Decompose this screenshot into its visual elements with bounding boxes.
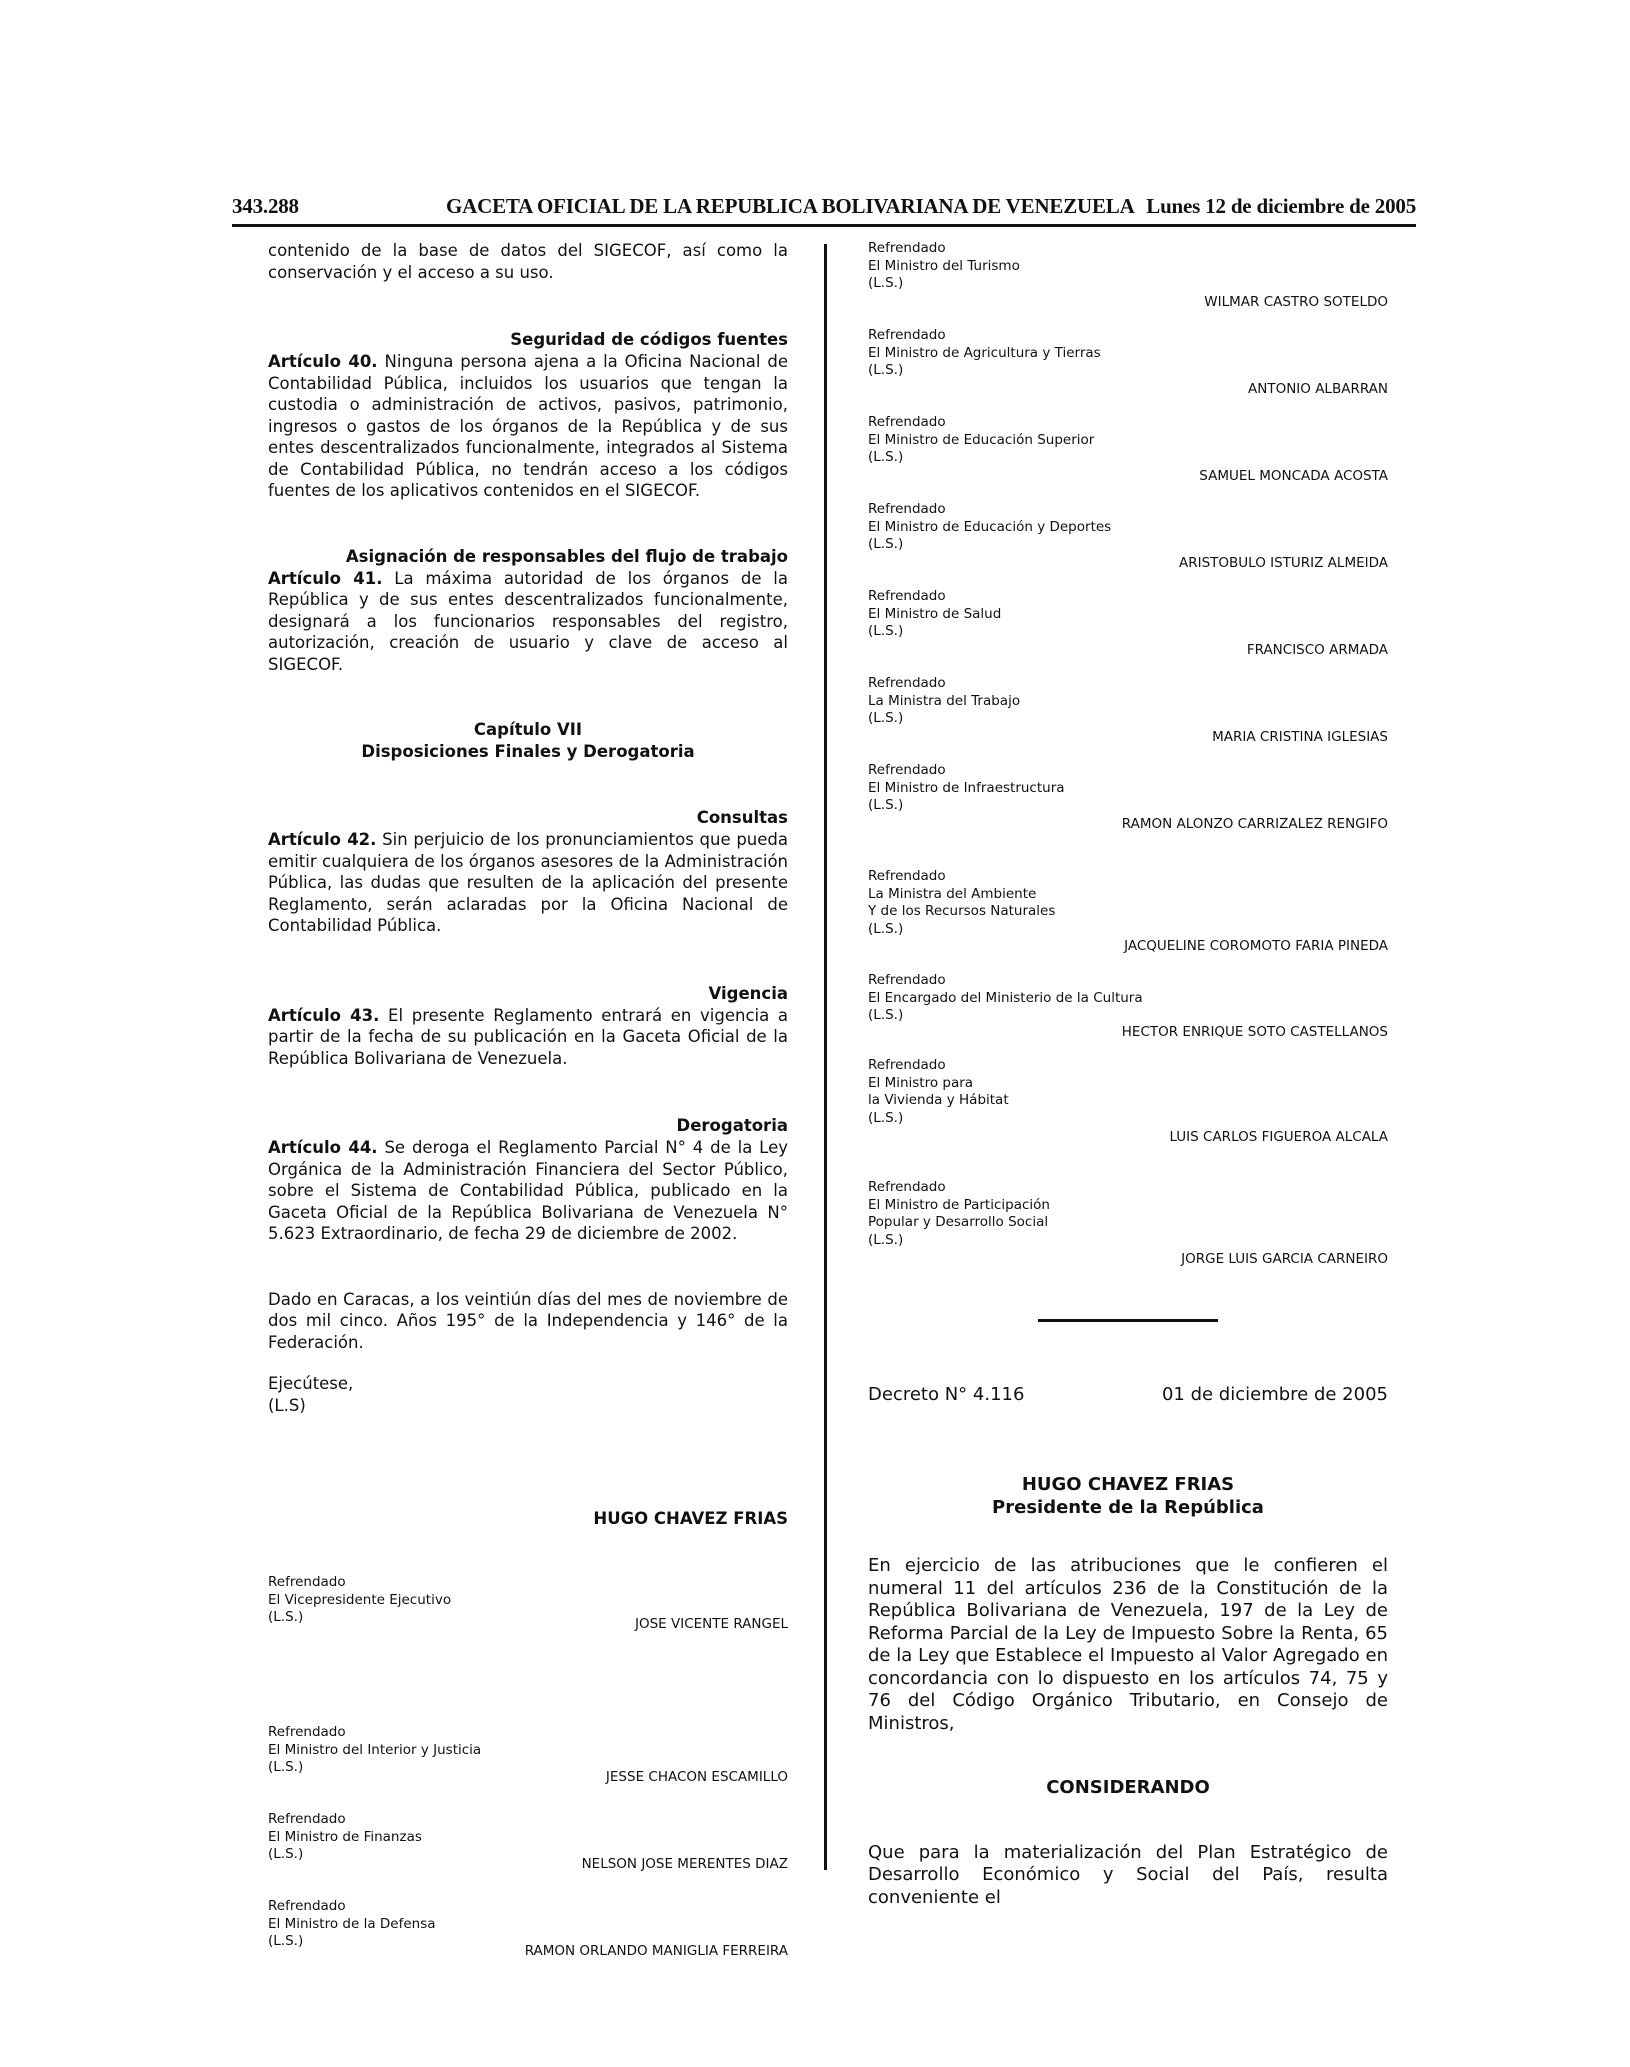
chapter-subtitle: Disposiciones Finales y Derogatoria (361, 742, 695, 761)
refrendo-line: El Ministro de Agricultura y Tierras (868, 344, 1101, 361)
minister-name: RAMON ORLANDO MANIGLIA FERREIRA (524, 1943, 788, 1959)
minister-name: WILMAR CASTRO SOTELDO (1204, 294, 1388, 310)
considerando-heading: CONSIDERANDO (1046, 1777, 1210, 1798)
minister-name: ARISTOBULO ISTURIZ ALMEIDA (1178, 555, 1388, 571)
refrendo-block (868, 327, 1388, 414)
refrendo-line: El Ministro de Educación Superior (868, 431, 1095, 448)
refrendo-line: Refrendado (268, 1724, 346, 1740)
refrendo-line: Refrendado (868, 1057, 946, 1073)
minister-name: JORGE LUIS GARCIA CARNEIRO (1181, 1251, 1388, 1267)
refrendo-line: (L.S.) (868, 920, 904, 937)
refrendo-line: (L.S.) (268, 1609, 304, 1625)
refrendo-line: El Ministro para (868, 1074, 974, 1091)
minister-name: RAMON ALONZO CARRIZALEZ RENGIFO (1121, 816, 1388, 832)
refrendo-line: Refrendado (868, 588, 946, 604)
minister-name: LUIS CARLOS FIGUEROA ALCALA (1169, 1129, 1388, 1145)
refrendo-line: Refrendado (268, 1811, 346, 1827)
refrendo-line: Refrendado (868, 762, 946, 778)
art40-paragraph (268, 351, 788, 502)
refrendo-line: Popular y Desarrollo Social (868, 1214, 1049, 1230)
refrendo-line: Refrendado (268, 1898, 346, 1914)
refrendo-line: Refrendado (868, 868, 946, 884)
art43-paragraph (268, 1005, 788, 1070)
art42-text: Sin perjuicio de los pronunciamientos que pueda emitir cualquiera de los órganos asesores de la Administración Pública, las dudas que resulten de la aplicación del presente Reglamento, serán aclaradas por la Oficina Nacional de Contabilidad Pública. (268, 830, 788, 935)
refrendo-block (268, 1574, 788, 1724)
refrendo-block (868, 240, 1388, 327)
considerando-paragraph: Que para la materialización del Plan Estratégico de Desarrollo Económico y Social del País, resulta conveniente el (868, 1841, 1388, 1908)
art42-heading: Consultas (696, 808, 788, 827)
art44-label: Artículo 44. (268, 1138, 378, 1157)
minister-name: ANTONIO ALBARRAN (1247, 381, 1388, 397)
refrendo-line: El Encargado del Ministerio de la Cultura (868, 989, 1143, 1006)
art41-heading: Asignación de responsables del flujo de trabajo (345, 546, 788, 566)
refrendo-line: (L.S.) (868, 710, 904, 726)
minister-name: FRANCISCO ARMADA (1246, 642, 1388, 658)
refrendo-block (868, 501, 1388, 588)
closing-paragraph: Dado en Caracas, a los veintiún días del mes de noviembre de dos mil cinco. Años 195° de la Independencia y 146° de la Federación. (268, 1289, 788, 1352)
art44-heading: Derogatoria (676, 1116, 788, 1135)
art44-text: Se deroga el Reglamento Parcial N° 4 de la Ley Orgánica de la Administración Financiera del Sector Público, sobre el Sistema de Contabilidad Pública, publicado en la Gaceta Oficial de la República Bolivariana de Venezuela N° 5.623 Extraordinario, de fecha 29 de diciembre de 2002. (268, 1138, 788, 1243)
refrendo-line: (L.S.) (268, 1933, 304, 1949)
refrendo-line: (L.S.) (868, 797, 904, 813)
refrendo-block (268, 1724, 788, 1811)
decree-date: 01 de diciembre de 2005 (1161, 1384, 1388, 1405)
issue-date: Lunes 12 de diciembre de 2005 (1146, 194, 1416, 218)
art41-paragraph (268, 568, 788, 676)
refrendo-block (868, 414, 1388, 501)
art41-label: Artículo 41. (268, 568, 383, 588)
art44-paragraph (268, 1137, 788, 1245)
president-signature: HUGO CHAVEZ FRIAS (593, 1509, 788, 1528)
refrendo-line: Refrendado (268, 1574, 346, 1590)
refrendo-line: (L.S.) (268, 1759, 304, 1775)
ls-seal-text: (L.S) (268, 1395, 306, 1415)
refrendo-line: (L.S.) (868, 275, 904, 291)
refrendo-block (268, 1898, 788, 1958)
refrendo-line: (L.S.) (868, 362, 904, 378)
art40-label: Artículo 40. (268, 352, 378, 371)
minister-name: NELSON JOSE MERENTES DIAZ (581, 1856, 788, 1872)
refrendo-line: Refrendado (868, 972, 946, 988)
refrendo-block (868, 675, 1388, 762)
refrendo-line: Refrendado (868, 240, 946, 256)
art40-text: Ninguna persona ajena a la Oficina Nacional de Contabilidad Pública, incluidos los usuarios que tengan la custodia o administración de activos, pasivos, patrimonio, ingresos o gastos de los órganos de la República y de sus entes descentralizados funcionalmente, integrados al Sistema de Contabilidad Pública, no tendrán acceso a los códigos fuentes de los aplicativos contenidos en el SIGECOF. (268, 352, 788, 500)
decree-number: Decreto N° 4.116 (868, 1384, 1025, 1405)
gazette-title: GACETA OFICIAL DE LA REPUBLICA BOLIVARIANA DE VENEZUELA (446, 194, 1135, 218)
refrendo-line: (L.S.) (268, 1846, 304, 1862)
intro-paragraph: contenido de la base de datos del SIGECOF, así como la conservación y el acceso a su uso. (268, 241, 788, 282)
refrendo-line: Refrendado (868, 1179, 946, 1195)
right-column (868, 240, 1388, 1909)
minister-name: SAMUEL MONCADA ACOSTA (1199, 468, 1388, 484)
gazette-header (232, 194, 1416, 227)
decree-row (868, 1384, 1388, 1408)
preamble-paragraph: En ejercicio de las atribuciones que le confieren el numeral 11 del artículos 236 de la Constitución de la República Bolivariana de Venezuela, 197 de la Ley de Reforma Parcial de la Ley de Impuesto Sobre la Renta, 65 de la Ley que Establece el Impuesto al Valor Agregado en concordancia con lo dispuesto en los artículos 74, 75 y 76 del Código Orgánico Tributario, en Consejo de Ministros, (868, 1555, 1388, 1734)
art40-heading: Seguridad de códigos fuentes (510, 330, 788, 349)
refrendo-line: La Ministra del Trabajo (868, 692, 1021, 709)
refrendo-line: El Ministro de Participación (868, 1196, 1050, 1213)
refrendo-line: Refrendado (868, 327, 946, 343)
refrendo-line: La Ministra del Ambiente (868, 885, 1037, 902)
refrendo-block (268, 1811, 788, 1898)
art42-label: Artículo 42. (268, 830, 377, 849)
refrendo-line: El Vicepresidente Ejecutivo (268, 1591, 452, 1608)
refrendo-line: El Ministro de Educación y Deportes (868, 518, 1112, 535)
chapter-title: Capítulo VII (473, 720, 583, 739)
minister-name: JESSE CHACON ESCAMILLO (605, 1769, 788, 1785)
art43-label: Artículo 43. (268, 1005, 380, 1025)
president-name: HUGO CHAVEZ FRIAS (1021, 1474, 1235, 1495)
minister-name: JACQUELINE COROMOTO FARIA PINEDA (1124, 938, 1388, 954)
refrendo-line: Refrendado (868, 675, 946, 691)
refrendo-block (868, 1179, 1388, 1269)
refrendo-block (868, 762, 1388, 868)
refrendo-line: Refrendado (868, 501, 946, 517)
refrendo-block (868, 1057, 1388, 1179)
minister-name: HECTOR ENRIQUE SOTO CASTELLANOS (1121, 1024, 1388, 1040)
minister-name: MARIA CRISTINA IGLESIAS (1212, 729, 1388, 745)
column-divider (824, 244, 827, 1870)
refrendo-block (868, 868, 1388, 972)
refrendo-line: (L.S.) (868, 1109, 904, 1126)
refrendo-line: El Ministro del Turismo (868, 257, 1020, 274)
art43-text: El presente Reglamento entrará en vigencia a partir de la fecha de su publicación en la Gaceta Oficial de la República Bolivariana de Venezuela. (268, 1005, 788, 1068)
refrendo-line: Y de los Recursos Naturales (868, 903, 1056, 919)
left-column (268, 240, 788, 1958)
refrendo-line: la Vivienda y Hábitat (868, 1092, 1009, 1108)
refrendo-line: El Ministro de Finanzas (268, 1828, 422, 1845)
refrendo-line: El Ministro de Salud (868, 605, 1002, 622)
refrendo-line: Refrendado (868, 414, 946, 430)
refrendo-block (868, 588, 1388, 675)
art42-paragraph (268, 829, 788, 937)
refrendo-line: (L.S.) (868, 623, 904, 639)
art41-text: La máxima autoridad de los órganos de la República y de sus entes descentralizados funcionalmente, designará a los funcionarios responsables del registro, autorización, creación de usuario y clave de acceso al SIGECOF. (268, 568, 788, 674)
refrendo-line: (L.S.) (868, 536, 904, 552)
refrendo-block (868, 972, 1388, 1057)
page-number: 343.288 (232, 194, 299, 218)
refrendo-line: El Ministro de la Defensa (268, 1915, 436, 1932)
refrendo-line: (L.S.) (868, 1231, 904, 1248)
refrendo-line: (L.S.) (868, 1007, 904, 1023)
refrendo-line: El Ministro de Infraestructura (868, 779, 1065, 796)
art43-heading: Vigencia (708, 983, 788, 1003)
president-title: Presidente de la República (992, 1496, 1264, 1518)
refrendo-line: El Ministro del Interior y Justicia (268, 1741, 482, 1758)
refrendo-line: (L.S.) (868, 449, 904, 465)
ejecutese-text: Ejecútese, (268, 1374, 354, 1393)
minister-name: JOSE VICENTE RANGEL (634, 1616, 788, 1632)
